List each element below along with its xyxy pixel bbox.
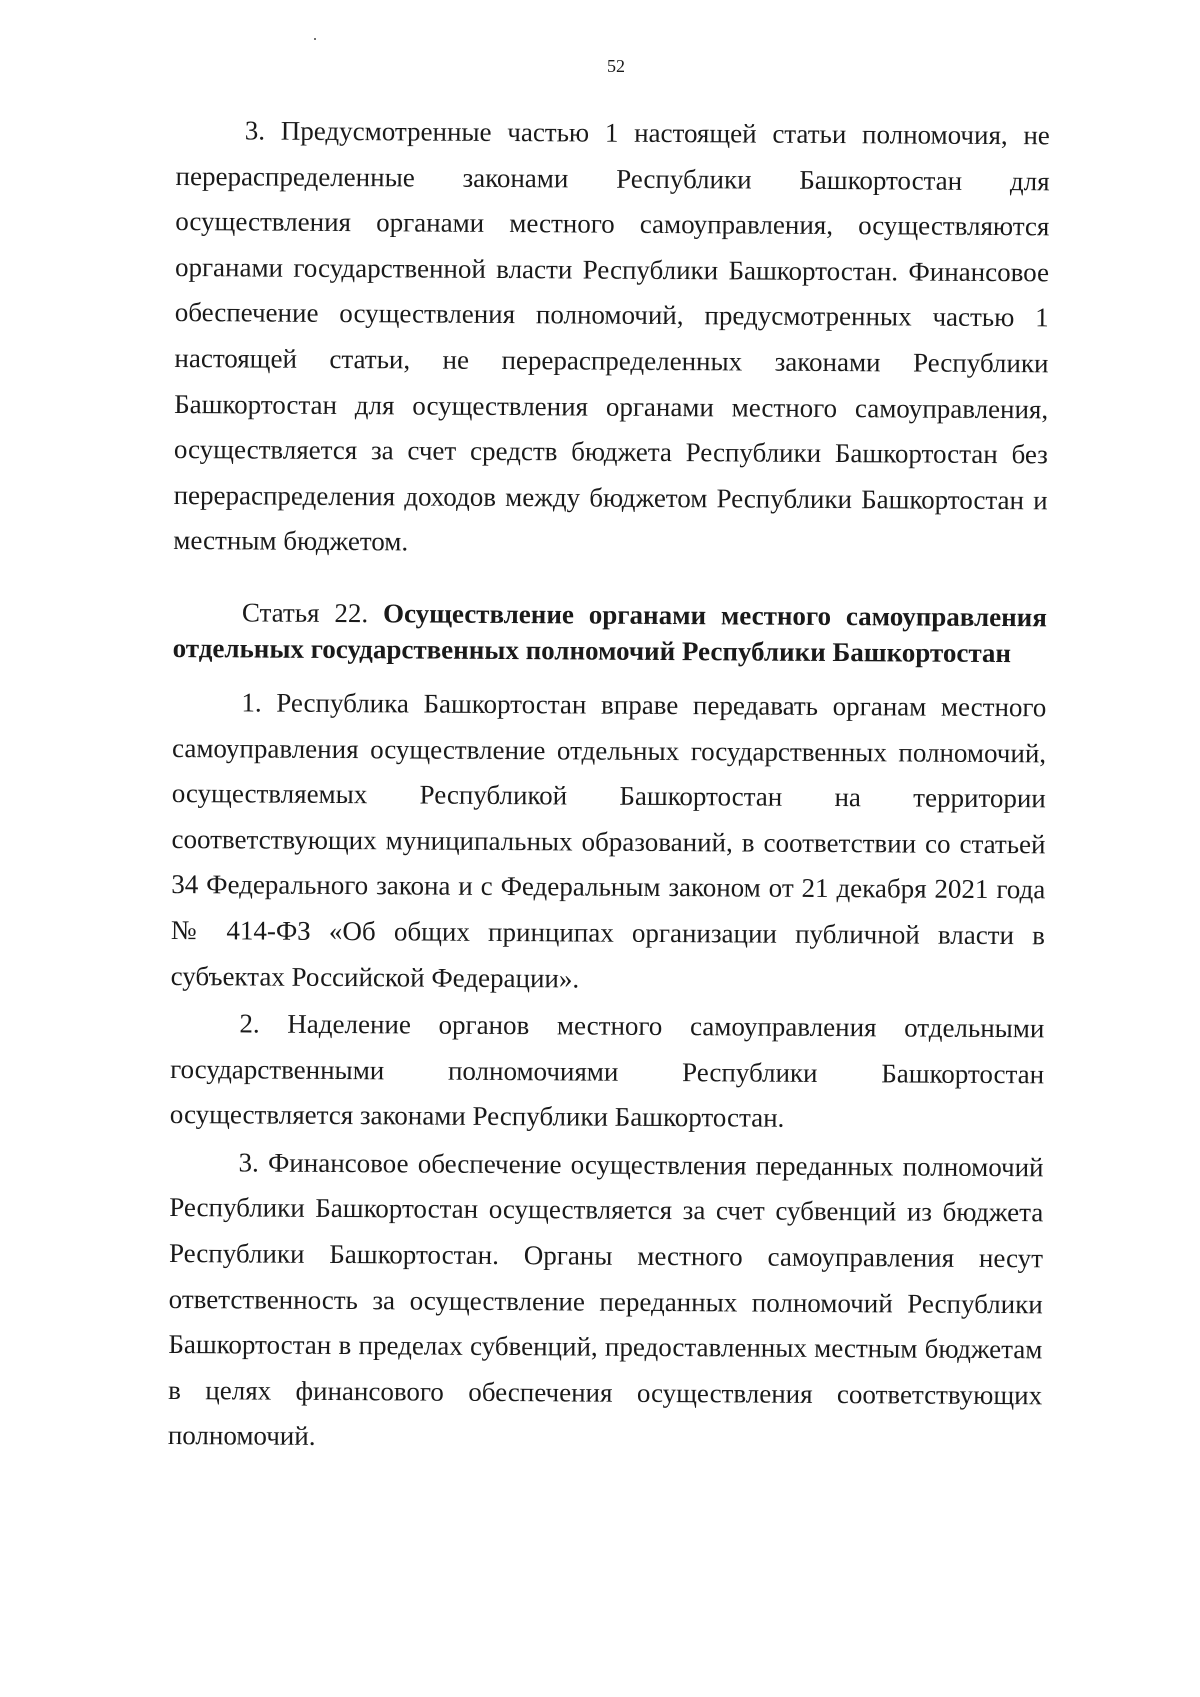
scan-speck [314, 38, 316, 40]
article-heading [173, 594, 1047, 671]
paragraph-2: 2. Наделение органов местного самоуправления отдельными государственными полномочиями Республики Башкортостан осуществляется законами Республики Башкортостан. [169, 1008, 1045, 1134]
page-number: 52 [607, 56, 625, 76]
article-title: Осуществление органами местного самоуправления отдельных государственных полномочий Республики Башкортостан [172, 598, 1047, 669]
paragraph-3: 3. Финансовое обеспечение осуществления переданных полномочий Республики Башкортостан осуществляется за счет субвенций из бюджета Республики Башкортостан. Органы местного самоуправления несут ответственность за осуществление переданных полномочий Республики Башкортостан в пределах субвенций, предоставленных местным бюджетам в целях финансового обеспечения осуществления соответствующих полномочий. [167, 1147, 1044, 1452]
article-label: Статья 22. [241, 597, 369, 629]
paragraph-1: 1. Республика Башкортостан вправе передавать органам местного самоуправления осуществление отдельных государственных полномочий, осуществляемых Республикой Башкортостан на территории соответствующих муниципальных образований, в соответствии со статьей 34 Федерального закона и с Федеральным законом от 21 декабря 2021 года № 414-ФЗ «Об общих принципах организации публичной власти в субъектах Российской Федерации». [170, 687, 1047, 993]
document-body [168, 108, 1050, 1464]
paragraph-3-previous-article: 3. Предусмотренные частью 1 настоящей статьи полномочия, не перераспределенные законами Республики Башкортостан для осуществления органами местного самоуправления, осуществляются органами государственной власти Республики Башкортостан. Финансовое обеспечение осуществления полномочий, предусмотренных частью 1 настоящей статьи, не перераспределенных законами Республики Башкортостан для осуществления органами местного самоуправления, осуществляется за счет средств бюджета Республики Башкортостан без перераспределения доходов между бюджетом Республики Башкортостан и местным бюджетом. [173, 115, 1050, 557]
